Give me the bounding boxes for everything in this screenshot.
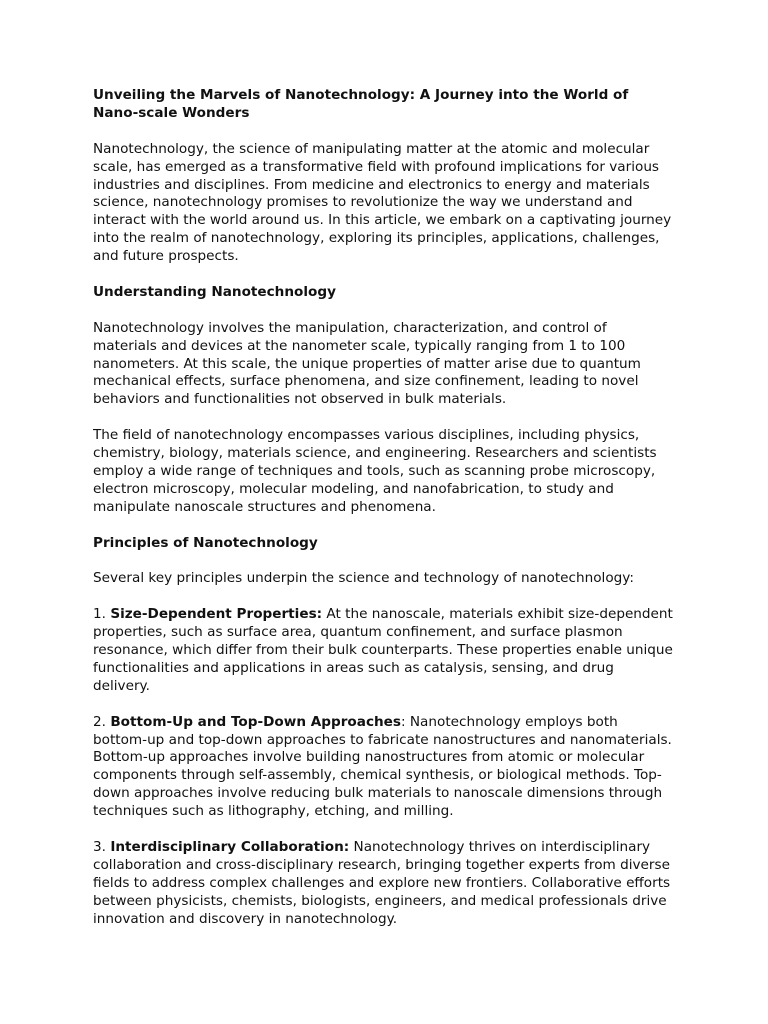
paragraph: Nanotechnology involves the manipulation, characterization, and control of materials and devices at the nanometer scale, typically ranging from 1 to 100 nanometers. At this scale, the unique properties of matter arise due to quantum mechanical effects, surface phenomena, and size confinement, leading to novel behaviors and functionalities not observed in bulk materials. [93,319,641,408]
document-title: Unveiling the Marvels of Nanotechnology: A Journey into the World of Nano-scale Wonders [93,87,629,121]
section-heading-principles: Principles of Nanotechnology [93,534,318,551]
list-item-number: 1. [93,606,106,623]
list-item [93,839,674,929]
intro-paragraph: Nanotechnology, the science of manipulating matter at the atomic and molecular scale, has emerged as a transformative field with profound implications for various industries and disciplines. From medicine and electronics to energy and materials science, nanotechnology promises to revolutionize the way we understand and interact with the world around us. In this article, we embark on a captivating journey into the realm of nanotechnology, exploring its principles, applications, challenges, and future prospects. [93,140,672,265]
list-item [93,606,674,696]
list-item-number: 2. [93,713,106,730]
paragraph: The field of nanotechnology encompasses various disciplines, including physics, chemistry, biology, materials science, and engineering. Researchers and scientists employ a wide range of techniques and tools, such as scanning probe microscopy, electron microscopy, molecular modeling, and nanofabrication, to study and manipulate nanoscale structures and phenomena. [93,427,657,515]
list-item [93,714,674,821]
section-heading-understanding: Understanding Nanotechnology [93,283,336,300]
principles-intro: Several key principles underpin the science and technology of nanotechnology: [93,570,634,587]
list-item-number: 3. [93,838,106,855]
list-item-text: : Nanotechnology employs both bottom-up and top-down approaches to fabricate nanostructures and nanomaterials. Bottom-up approaches involve building nanostructures from atomic or molecular components through self-assembly, chemical synthesis, or biological methods. Top-down approaches involve reducing bulk materials to nanoscale dimensions through techniques such as lithography, etching, and milling. [93,713,672,820]
list-item-label: Size-Dependent Properties: [110,606,323,623]
list-item-text: At the nanoscale, materials exhibit size-dependent properties, such as surface area, quantum confinement, and surface plasmon resonance, which differ from their bulk counterparts. These properties enable unique functionalities and applications in areas such as catalysis, sensing, and drug delivery. [93,606,673,694]
list-item-label: Interdisciplinary Collaboration: [110,838,350,855]
list-item-text: Nanotechnology thrives on interdisciplinary collaboration and cross-disciplinary research, bringing together experts from diverse fields to address complex challenges and explore new frontiers. Collaborative efforts between physicists, chemists, biologists, engineers, and medical professionals drive innovation and discovery in nanotechnology. [93,838,671,927]
list-item-label: Bottom-Up and Top-Down Approaches [110,713,401,730]
